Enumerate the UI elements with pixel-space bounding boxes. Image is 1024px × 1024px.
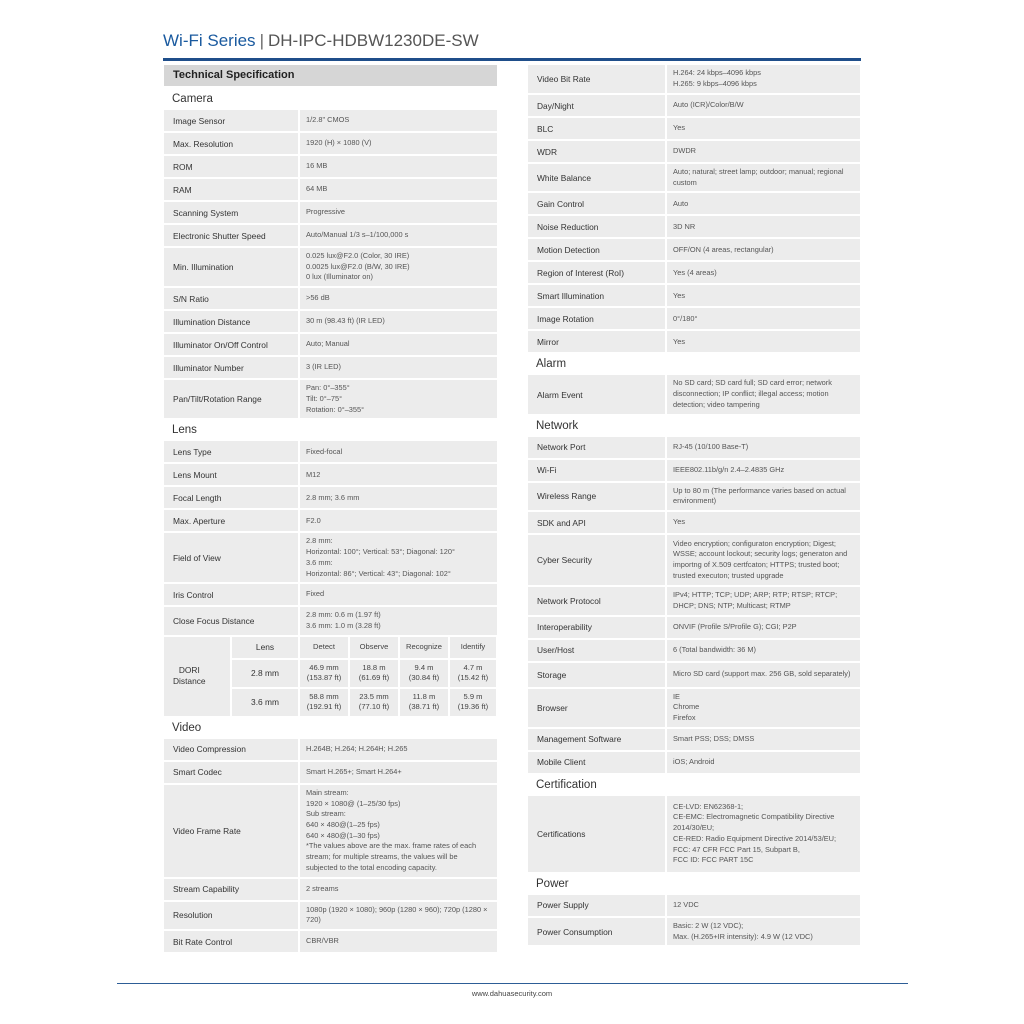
dori-detect-3-6: 58.8 mm (192.91 ft) (300, 689, 348, 716)
spec-row-close-focus-distance (164, 607, 497, 634)
spec-row-motion-detection (528, 239, 860, 260)
spec-row-white-balance (528, 164, 860, 191)
spec-value: Up to 80 m (The performance varies based on actual environment) (667, 483, 860, 510)
spec-label: Stream Capability (164, 879, 298, 900)
spec-row-user-host (528, 640, 860, 661)
spec-value: IPv4; HTTP; TCP; UDP; ARP; RTP; RTSP; RTCP; DHCP; DNS; NTP; Multicast; RTMP (667, 587, 860, 614)
spec-value: CBR/VBR (300, 931, 497, 952)
spec-value: IEEE802.11b/g/n 2.4–2.4835 GHz (667, 460, 860, 481)
spec-value: F2.0 (300, 510, 497, 531)
spec-row-electronic-shutter-speed (164, 225, 497, 246)
spec-value: 64 MB (300, 179, 497, 200)
spec-label: Illuminator On/Off Control (164, 334, 298, 355)
spec-label: Iris Control (164, 584, 298, 605)
spec-value: IE Chrome Firefox (667, 689, 860, 727)
spec-value: >56 dB (300, 288, 497, 309)
spec-value: 16 MB (300, 156, 497, 177)
spec-value: H.264B; H.264; H.264H; H.265 (300, 739, 497, 760)
spec-row-network-protocol (528, 587, 860, 614)
spec-value: 1920 (H) × 1080 (V) (300, 133, 497, 154)
spec-row-management-software (528, 729, 860, 750)
spec-label: Close Focus Distance (164, 607, 298, 634)
spec-label: Smart Codec (164, 762, 298, 783)
dori-table (164, 637, 497, 716)
certification-section-title: Certification (536, 778, 597, 791)
spec-label: Resolution (164, 902, 298, 929)
spec-value: Auto (667, 193, 860, 214)
left-column (164, 65, 497, 954)
spec-value: Auto/Manual 1/3 s–1/100,000 s (300, 225, 497, 246)
spec-row-video-frame-rate (164, 785, 497, 877)
spec-row-mirror (528, 331, 860, 352)
spec-value: 0°/180° (667, 308, 860, 329)
spec-label: Power Consumption (528, 918, 665, 945)
spec-label: Power Supply (528, 895, 665, 916)
dori-label: DORI Distance (164, 637, 230, 716)
spec-label: User/Host (528, 640, 665, 661)
spec-row-image-rotation (528, 308, 860, 329)
spec-label: Cyber Security (528, 535, 665, 585)
network-section-title: Network (536, 419, 579, 432)
spec-value: 3D NR (667, 216, 860, 237)
spec-value: 3 (IR LED) (300, 357, 497, 378)
spec-value: Main stream: 1920 × 1080@ (1–25/30 fps) Sub stream: 640 × 480@(1–25 fps) 640 × 480@(1–30 fps) *The values above are the max. frame rates of each stream; for multiple streams, the values will be subjected to the total encoding capacity. (300, 785, 497, 877)
certification-table (528, 796, 860, 872)
spec-row-mobile-client (528, 752, 860, 773)
spec-row-smart-codec (164, 762, 497, 783)
spec-label: Image Sensor (164, 110, 298, 131)
spec-value: 6 (Total bandwidth: 36 M) (667, 640, 860, 661)
spec-row-wireless-range (528, 483, 860, 510)
spec-label: Bit Rate Control (164, 931, 298, 952)
spec-row-rom (164, 156, 497, 177)
spec-row-browser (528, 689, 860, 727)
spec-label: Management Software (528, 729, 665, 750)
spec-label: Region of Interest (RoI) (528, 262, 665, 283)
spec-value: OFF/ON (4 areas, rectangular) (667, 239, 860, 260)
spec-row-blc (528, 118, 860, 139)
video-table (164, 739, 497, 952)
spec-value: No SD card; SD card full; SD card error; network disconnection; IP conflict; illegal access; motion detection; video tampering (667, 375, 860, 413)
spec-label: Video Compression (164, 739, 298, 760)
footer-url: www.dahuasecurity.com (471, 989, 553, 998)
spec-row-illuminator-number (164, 357, 497, 378)
page-header (163, 31, 479, 51)
spec-value: Smart H.265+; Smart H.264+ (300, 762, 497, 783)
spec-value: M12 (300, 464, 497, 485)
network-table (528, 437, 860, 773)
dori-observe-2-8: 18.8 m (61.69 ft) (350, 660, 398, 687)
spec-row-iris-control (164, 584, 497, 605)
spec-value: iOS; Android (667, 752, 860, 773)
alarm-table (528, 375, 860, 413)
spec-value: Fixed-focal (300, 441, 497, 462)
dori-col-identify: Identify (450, 637, 496, 658)
spec-value: Pan: 0°–355° Tilt: 0°–75° Rotation: 0°–355° (300, 380, 497, 418)
spec-value: Yes (667, 118, 860, 139)
spec-label: Certifications (528, 796, 665, 872)
spec-row-image-sensor (164, 110, 497, 131)
spec-row-resolution (164, 902, 497, 929)
camera-table (164, 110, 497, 418)
spec-label: Gain Control (528, 193, 665, 214)
spec-row-power-consumption (528, 918, 860, 945)
spec-row-illuminator-on-off-control (164, 334, 497, 355)
spec-label: White Balance (528, 164, 665, 191)
dori-identify-2-8: 4.7 m (15.42 ft) (450, 660, 496, 687)
spec-value: Yes (667, 285, 860, 306)
dori-detect-2-8: 46.9 mm (153.87 ft) (300, 660, 348, 687)
spec-label: Field of View (164, 533, 298, 582)
spec-row-field-of-view (164, 533, 497, 582)
spec-label: Electronic Shutter Speed (164, 225, 298, 246)
spec-label: Illumination Distance (164, 311, 298, 332)
spec-label: Storage (528, 663, 665, 687)
spec-value: Auto; Manual (300, 334, 497, 355)
spec-label: Pan/Tilt/Rotation Range (164, 380, 298, 418)
spec-label: Wireless Range (528, 483, 665, 510)
spec-row-s-n-ratio (164, 288, 497, 309)
spec-value: H.264: 24 kbps–4096 kbps H.265: 9 kbps–4096 kbps (667, 65, 860, 93)
spec-label: Network Protocol (528, 587, 665, 614)
spec-value: Auto; natural; street lamp; outdoor; manual; regional custom (667, 164, 860, 191)
spec-label: Video Frame Rate (164, 785, 298, 877)
dori-recognize-2-8: 9.4 m (30.84 ft) (400, 660, 448, 687)
alarm-section-title: Alarm (536, 358, 567, 371)
lens-section-title: Lens (172, 424, 197, 437)
spec-label: RAM (164, 179, 298, 200)
dori-recognize-3-6: 11.8 m (38.71 ft) (400, 689, 448, 716)
spec-row-ram (164, 179, 497, 200)
spec-value: 12 VDC (667, 895, 860, 916)
spec-row-sdk-and-api (528, 512, 860, 533)
spec-label: Lens Mount (164, 464, 298, 485)
spec-label: Scanning System (164, 202, 298, 223)
spec-row-stream-capability (164, 879, 497, 900)
right-column (528, 65, 860, 947)
spec-value: 0.025 lux@F2.0 (Color, 30 IRE) 0.0025 lux@F2.0 (B/W, 30 IRE) 0 lux (Illuminator on) (300, 248, 497, 286)
dori-observe-3-6: 23.5 mm (77.10 ft) (350, 689, 398, 716)
spec-value: 30 m (98.43 ft) (IR LED) (300, 311, 497, 332)
spec-row-network-port (528, 437, 860, 458)
spec-label: Noise Reduction (528, 216, 665, 237)
spec-title: Technical Specification (164, 65, 497, 86)
spec-value: Auto (ICR)/Color/B/W (667, 95, 860, 116)
dori-lens-2-8: 2.8 mm (232, 660, 298, 687)
spec-label: Min. Illumination (164, 248, 298, 286)
spec-row-region-of-interest-roi (528, 262, 860, 283)
spec-label: Lens Type (164, 441, 298, 462)
spec-value: Progressive (300, 202, 497, 223)
spec-label: Interoperability (528, 617, 665, 638)
spec-row-certifications (528, 796, 860, 872)
spec-label: Day/Night (528, 95, 665, 116)
spec-value: 2 streams (300, 879, 497, 900)
spec-row-storage (528, 663, 860, 687)
spec-value: Video encryption; configuraton encryption; Digest; WSSE; account lockout; security logs; generaton and importng of X.509 certfcaton; HTTPS; trusted boot; trusted executon; trusted upgrade (667, 535, 860, 585)
spec-value: 2.8 mm: Horizontal: 100°; Vertical: 53°; Diagonal: 120° 3.6 mm: Horizontal: 86°; Vertical: 43°; Diagonal: 102° (300, 533, 497, 582)
spec-label: Max. Resolution (164, 133, 298, 154)
header-rule (163, 58, 861, 61)
spec-row-cyber-security (528, 535, 860, 585)
dori-col-lens: Lens (232, 637, 298, 658)
spec-value: Yes (667, 512, 860, 533)
spec-label: Motion Detection (528, 239, 665, 260)
spec-label: Mirror (528, 331, 665, 352)
spec-row-scanning-system (164, 202, 497, 223)
video-section-title: Video (172, 721, 202, 734)
spec-value: Fixed (300, 584, 497, 605)
spec-value: 1080p (1920 × 1080); 960p (1280 × 960); 720p (1280 × 720) (300, 902, 497, 929)
spec-row-max-aperture (164, 510, 497, 531)
footer-rule (117, 983, 908, 984)
spec-label: Illuminator Number (164, 357, 298, 378)
dori-lens-3-6: 3.6 mm (232, 689, 298, 716)
spec-label: SDK and API (528, 512, 665, 533)
model-name: DH-IPC-HDBW1230DE-SW (267, 31, 479, 50)
spec-value: Yes (667, 331, 860, 352)
spec-value: ONVIF (Profile S/Profile G); CGI; P2P (667, 617, 860, 638)
dori-col-recognize: Recognize (400, 637, 448, 658)
spec-label: BLC (528, 118, 665, 139)
spec-value: 1/2.8" CMOS (300, 110, 497, 131)
spec-row-gain-control (528, 193, 860, 214)
spec-label: Video Bit Rate (528, 65, 665, 93)
spec-label: Wi-Fi (528, 460, 665, 481)
series-name: Wi-Fi Series (163, 31, 256, 50)
dori-col-detect: Detect (300, 637, 348, 658)
spec-label: Max. Aperture (164, 510, 298, 531)
spec-value: DWDR (667, 141, 860, 162)
spec-row-day-night (528, 95, 860, 116)
spec-row-max-resolution (164, 133, 497, 154)
spec-row-lens-type (164, 441, 497, 462)
power-section-title: Power (536, 877, 569, 890)
spec-value: CE-LVD: EN62368-1; CE-EMC: Electromagnetic Compatibility Directive 2014/30/EU; CE-RED: Radio Equipment Directive 2014/53/EU; FCC: 47 CFR FCC Part 15, Subpart B, FCC ID: FCC PART 15C (667, 796, 860, 872)
spec-row-illumination-distance (164, 311, 497, 332)
spec-value: 2.8 mm: 0.6 m (1.97 ft) 3.6 mm: 1.0 m (3.28 ft) (300, 607, 497, 634)
spec-value: Micro SD card (support max. 256 GB, sold separately) (667, 663, 860, 687)
spec-label: Alarm Event (528, 375, 665, 413)
spec-row-wi-fi (528, 460, 860, 481)
spec-row-smart-illumination (528, 285, 860, 306)
spec-row-interoperability (528, 617, 860, 638)
spec-label: WDR (528, 141, 665, 162)
dori-col-observe: Observe (350, 637, 398, 658)
spec-value: 2.8 mm; 3.6 mm (300, 487, 497, 508)
spec-row-noise-reduction (528, 216, 860, 237)
spec-value: RJ-45 (10/100 Base-T) (667, 437, 860, 458)
power-table (528, 895, 860, 945)
spec-label: Focal Length (164, 487, 298, 508)
spec-label: Image Rotation (528, 308, 665, 329)
spec-label: Mobile Client (528, 752, 665, 773)
lens-table (164, 441, 497, 634)
spec-row-video-compression (164, 739, 497, 760)
spec-row-alarm-event (528, 375, 860, 413)
spec-label: Browser (528, 689, 665, 727)
spec-row-focal-length (164, 487, 497, 508)
camera-section-title: Camera (172, 93, 213, 105)
spec-row-wdr (528, 141, 860, 162)
spec-label: S/N Ratio (164, 288, 298, 309)
spec-value: Smart PSS; DSS; DMSS (667, 729, 860, 750)
spec-row-lens-mount (164, 464, 497, 485)
spec-row-bit-rate-control (164, 931, 497, 952)
dori-identify-3-6: 5.9 m (19.36 ft) (450, 689, 496, 716)
spec-value: Yes (4 areas) (667, 262, 860, 283)
spec-row-pan-tilt-rotation-range (164, 380, 497, 418)
spec-row-min-illumination (164, 248, 497, 286)
spec-label: ROM (164, 156, 298, 177)
spec-value: Basic: 2 W (12 VDC); Max. (H.265+IR intensity): 4.9 W (12 VDC) (667, 918, 860, 945)
spec-label: Network Port (528, 437, 665, 458)
spec-row-power-supply (528, 895, 860, 916)
spec-label: Smart Illumination (528, 285, 665, 306)
video-continued-table (528, 65, 860, 352)
header-separator: | (259, 31, 264, 50)
spec-row-video-bit-rate (528, 65, 860, 93)
